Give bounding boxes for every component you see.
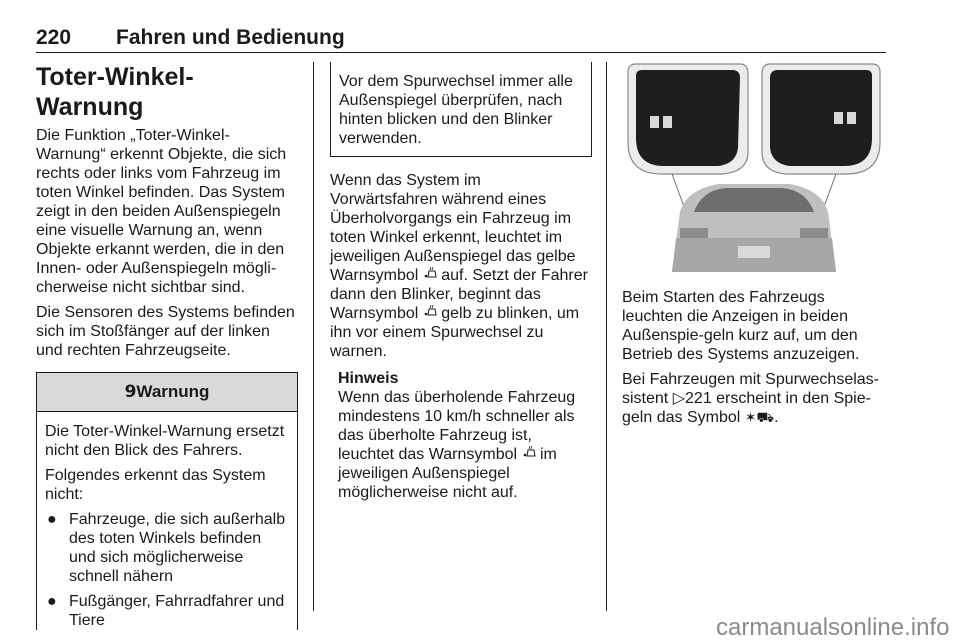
lane-change-assist-icon: ✶⛟: [744, 409, 775, 425]
bullet-icon: ●: [47, 593, 57, 610]
section-title: Toter-Winkel-Warnung: [36, 63, 194, 121]
list-item: ● Fußgänger, Fahrradfahrer und Tiere: [47, 593, 285, 629]
warning-header: [37, 372, 297, 412]
bullet-icon: ●: [47, 511, 57, 528]
note: Hinweis Wenn das überholende Fahrzeug mindestens 10 km/h schneller als das überholte Fahrzeug ist, leuchtet das Warnsymbol im jeweiligen Außenspiegel möglicherweise nicht auf.: [330, 369, 592, 502]
caution-box: [330, 62, 592, 157]
blind-spot-warning-icon: [423, 305, 437, 317]
warning-triangle-icon: 9: [124, 382, 137, 402]
paragraph: Bei Fahrzeugen mit Spurwechselas-sistent ▷221 erscheint in den Spie-geln das Symbol ✶⛟.: [622, 371, 880, 426]
column-divider: [313, 62, 314, 611]
warning-heading: Warnung: [136, 382, 210, 401]
note-title: Hinweis: [338, 370, 399, 387]
warning-body: [37, 412, 297, 630]
list-item: ● Fahrzeuge, die sich außerhalb des toten Winkels befinden und sich möglicherweise schnell nähern: [47, 511, 286, 585]
paragraph: Wenn das System im Vorwärtsfahren während eines Überholvorgangs ein Fahrzeug im toten Winkel erkennt, leuchtet im jeweiligen Außenspiegel das gelbe Warnsymbol auf. Setzt der Fahrer dann den Blinker, beginnt das Warnsymbol gelb zu blinken, um ihn vor einem Spurwechsel zu warnen.: [330, 172, 588, 360]
paragraph: Die Funktion „Toter-Winkel-Warnung“ erkennt Objekte, die sich rechts oder links vom Fahrzeug im toten Winkel befinden. Das System zeigt in den beiden Außenspiegeln eine visuelle Warnung an, wenn Objekte erkannt werden, die in den Innen- oder Außenspiegeln mögli-cherweise nicht sichtbar sind.: [36, 127, 287, 296]
page-number: 220: [36, 26, 72, 49]
cross-reference-icon: ▷: [672, 390, 686, 407]
blind-spot-warning-icon: [423, 267, 437, 279]
paragraph: Die Sensoren des Systems befinden sich im Stoßfänger auf der linken und rechten Fahrzeugseite.: [36, 304, 295, 359]
paragraph: Beim Starten des Fahrzeugs leuchten die Anzeigen in beiden Außenspie-geln kurz auf, um den Betrieb des Systems anzuzeigen.: [622, 289, 860, 363]
chapter-title: Fahren und Bedienung: [116, 26, 345, 49]
watermark: carmanualsonline.info: [716, 614, 950, 641]
page-header: [36, 26, 886, 53]
column-right: [622, 62, 886, 433]
column-divider: [606, 62, 607, 611]
caution-text: Vor dem Spurwechsel immer alle Außenspiegel überprüfen, nach hinten blicken und den Blinker verwenden.: [339, 73, 573, 147]
column-left: [36, 62, 298, 630]
column-middle: [330, 62, 592, 502]
warning-box: [36, 372, 298, 630]
paragraph: Die Toter-Winkel-Warnung ersetzt nicht den Blick des Fahrers.: [45, 423, 285, 459]
paragraph: Folgendes erkennt das System nicht:: [45, 467, 266, 503]
blind-spot-warning-icon: [522, 446, 536, 458]
mirrors-illustration: [622, 62, 886, 272]
